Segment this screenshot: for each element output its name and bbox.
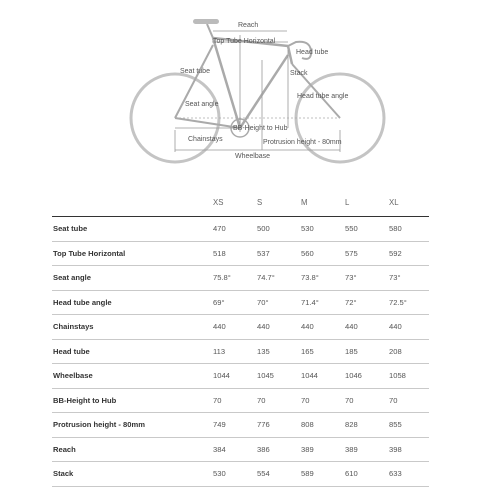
table-cell: 70 [213,395,222,405]
row-label: Protrusion height - 80mm [53,420,145,429]
table-cell: 537 [257,248,270,258]
table-cell: 610 [345,469,358,478]
table-header-row [52,190,429,217]
table-cell: 749 [213,420,226,429]
table-cell: 550 [345,224,358,233]
table-row [52,389,429,414]
seat-tube [213,38,240,128]
row-label: Head tube angle [53,297,112,307]
row-label: Head tube [53,346,90,356]
seat-post [207,24,213,38]
table-row [52,413,429,438]
label-chainstays: Chainstays [188,136,223,143]
table-cell: 135 [257,346,270,356]
label-protrusion-height: Protrusion height - 80mm [263,139,342,146]
chainstay [175,118,240,128]
table-cell: 554 [257,469,270,478]
table-cell: 69° [213,297,225,307]
table-cell: 384 [213,444,226,454]
table-cell: 72.5° [389,297,407,307]
label-reach: Reach [238,22,259,29]
size-header-xl: XL [389,198,399,207]
table-cell: 73° [345,273,357,282]
table-cell: 440 [213,322,226,331]
table-cell: 440 [389,322,402,331]
table-cell: 386 [257,444,270,454]
table-cell: 633 [389,469,402,478]
table-cell: 208 [389,346,402,356]
table-cell: 389 [301,444,314,454]
table-cell: 470 [213,224,226,233]
table-cell: 592 [389,248,402,258]
bike-geometry-diagram [0,0,500,175]
table-cell: 73° [389,273,401,282]
table-cell: 73.8° [301,273,319,282]
row-label: BB-Height to Hub [53,395,117,405]
saddle [193,19,219,24]
table-cell: 855 [389,420,402,429]
table-row [52,438,429,463]
label-head-tube-angle: Head tube angle [297,93,349,100]
table-cell: 1044 [213,371,230,380]
table-body [52,217,429,487]
label-bb-height-to-hub: BB-Height to Hub [233,125,288,132]
table-row [52,291,429,316]
size-header-m: M [301,198,308,207]
table-cell: 75.8° [213,273,231,282]
table-row [52,242,429,267]
table-cell: 500 [257,224,270,233]
table-cell: 1045 [257,371,274,380]
table-cell: 70 [345,395,354,405]
table-cell: 808 [301,420,314,429]
row-label: Top Tube Horizontal [53,248,126,258]
table-cell: 1046 [345,371,362,380]
size-header-l: L [345,198,350,207]
size-header-xs: XS [213,198,224,207]
label-top-tube-horizontal: Top Tube Horizontal [213,38,276,45]
table-cell: 185 [345,346,358,356]
table-row [52,340,429,365]
label-head-tube: Head tube [296,49,329,56]
table-row [52,217,429,242]
table-cell: 589 [301,469,314,478]
table-cell: 70 [301,395,310,405]
table-cell: 560 [301,248,314,258]
table-cell: 530 [301,224,314,233]
table-row [52,462,429,487]
table-cell: 828 [345,420,358,429]
table-cell: 71.4° [301,297,319,307]
geometry-table [52,190,429,487]
label-stack: Stack [290,70,308,77]
table-cell: 1044 [301,371,318,380]
table-cell: 580 [389,224,402,233]
table-row [52,266,429,291]
row-label: Chainstays [53,322,94,331]
label-seat-tube: Seat tube [180,68,210,75]
table-cell: 74.7° [257,273,275,282]
table-cell: 398 [389,444,402,454]
head-tube-line [288,46,292,64]
table-cell: 518 [213,248,226,258]
table-cell: 440 [345,322,358,331]
row-label: Seat tube [53,224,88,233]
table-cell: 575 [345,248,358,258]
table-cell: 440 [301,322,314,331]
table-cell: 70 [257,395,266,405]
table-cell: 440 [257,322,270,331]
row-label: Wheelbase [53,371,93,380]
size-header-s: S [257,198,263,207]
table-cell: 165 [301,346,314,356]
table-cell: 72° [345,297,357,307]
table-cell: 776 [257,420,270,429]
down-tube [240,55,288,128]
row-label: Seat angle [53,273,91,282]
table-cell: 113 [213,346,226,356]
table-row [52,315,429,340]
label-seat-angle: Seat angle [185,101,219,108]
table-row [52,364,429,389]
table-cell: 530 [213,469,226,478]
label-wheelbase: Wheelbase [235,153,271,160]
table-cell: 389 [345,444,358,454]
row-label: Reach [53,444,76,454]
table-cell: 70 [389,395,398,405]
table-cell: 1058 [389,371,406,380]
table-cell: 70° [257,297,269,307]
row-label: Stack [53,469,74,478]
